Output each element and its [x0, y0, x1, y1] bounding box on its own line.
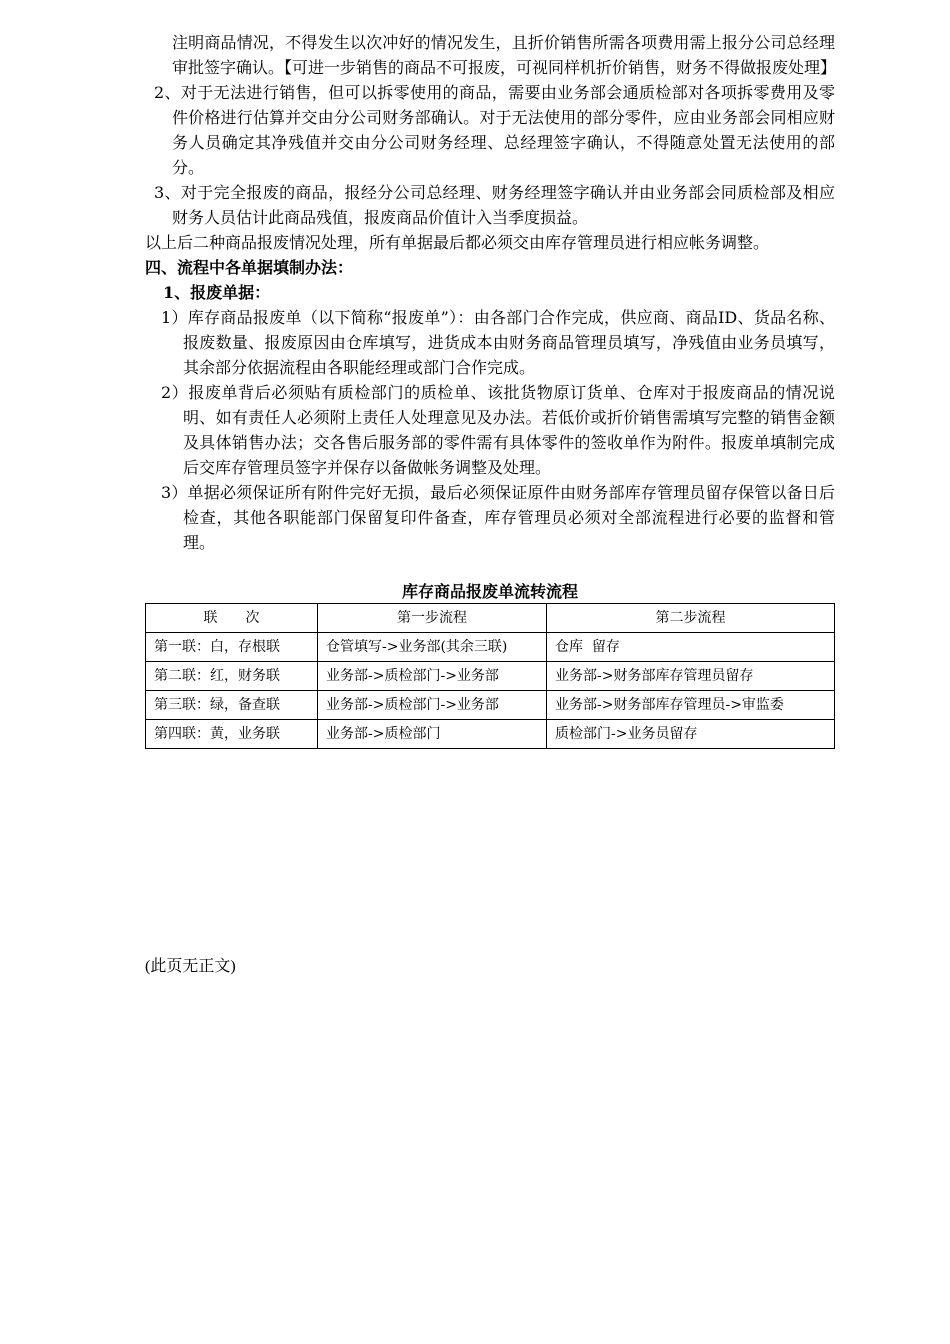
paragraph-item-2: 2、对于无法进行销售，但可以拆零使用的商品，需要由业务部会通质检部对各项拆零费用及零件价格进行估算并交由分公司财务部确认。对于无法使用的部分零件，应由业务部会同相应财务人员确定其净残值并交由分公司财务经理、总经理签字确认，不得随意处置无法使用的部分。: [154, 83, 835, 177]
paragraph-sub-2: 2）报废单背后必须贴有质检部门的质检单、该批货物原订货单、仓库对于报废商品的情况说明、如有责任人必须附上责任人处理意见及办法。若低价或折价销售需填写完整的销售金额及具体销售办法；交各售后服务部的零件需有具体零件的签收单作为附件。报废单填制完成后交库存管理员签字并保存以备做帐务调整及处理。: [161, 383, 835, 477]
paragraph-continued: 注明商品情况，不得发生以次冲好的情况发生，且折价销售所需各项费用需上报分公司总经理审批签字确认。【可进一步销售的商品不可报废，可视同样机折价销售，财务不得做报废处理】: [172, 33, 837, 77]
table-cell: 业务部->财务部库存管理员留存: [547, 662, 835, 691]
table-cell: 业务部->财务部库存管理员->审监委: [547, 691, 835, 720]
table-cell: 业务部->质检部门: [318, 720, 547, 749]
flow-table: [145, 603, 835, 749]
table-row: [146, 633, 835, 662]
document-body: [145, 30, 835, 749]
table-cell: 第四联：黄，业务联: [146, 720, 318, 749]
table-cell: 仓库 留存: [547, 633, 835, 662]
table-header-cell: 联 次: [146, 604, 318, 633]
paragraph-item-3: 3、对于完全报废的商品，报经分公司总经理、财务经理签字确认并由业务部会同质检部及相应财务人员估计此商品残值，报废商品价值计入当季度损益。: [154, 183, 835, 227]
section-heading-4: 四、流程中各单据填制办法：: [145, 258, 354, 277]
table-row: [146, 662, 835, 691]
subsection-heading-1: 1、报废单据：: [163, 283, 271, 302]
table-header-cell: 第一步流程: [318, 604, 547, 633]
table-cell: 业务部->质检部门->业务部: [318, 691, 547, 720]
table-cell: 仓管填写->业务部(其余三联): [318, 633, 547, 662]
table-row: [146, 720, 835, 749]
table-cell: 第一联：白，存根联: [146, 633, 318, 662]
table-cell: 第二联：红，财务联: [146, 662, 318, 691]
table-row: [146, 691, 835, 720]
table-cell: 质检部门->业务员留存: [547, 720, 835, 749]
blank-page-note: (此页无正文): [145, 958, 236, 975]
table-title: 库存商品报废单流转流程: [401, 582, 578, 601]
table-header-cell: 第二步流程: [547, 604, 835, 633]
paragraph-summary: 以上后二种商品报废情况处理，所有单据最后都必须交由库存管理员进行相应帐务调整。: [145, 233, 770, 252]
table-cell: 业务部->质检部门->业务部: [318, 662, 547, 691]
table-cell: 第三联：绿，备查联: [146, 691, 318, 720]
paragraph-sub-1: 1）库存商品报废单（以下简称“报废单”）：由各部门合作完成，供应商、商品ID、货品名称、报废数量、报废原因由仓库填写，进货成本由财务商品管理员填写，净残值由业务员填写，其余部分依据流程由各职能经理或部门合作完成。: [161, 308, 835, 377]
paragraph-sub-3: 3）单据必须保证所有附件完好无损，最后必须保证原件由财务部库存管理员留存保管以备日后检查，其他各职能部门保留复印件备查，库存管理员必须对全部流程进行必要的监督和管理。: [161, 483, 835, 552]
table-header-row: [146, 604, 835, 633]
